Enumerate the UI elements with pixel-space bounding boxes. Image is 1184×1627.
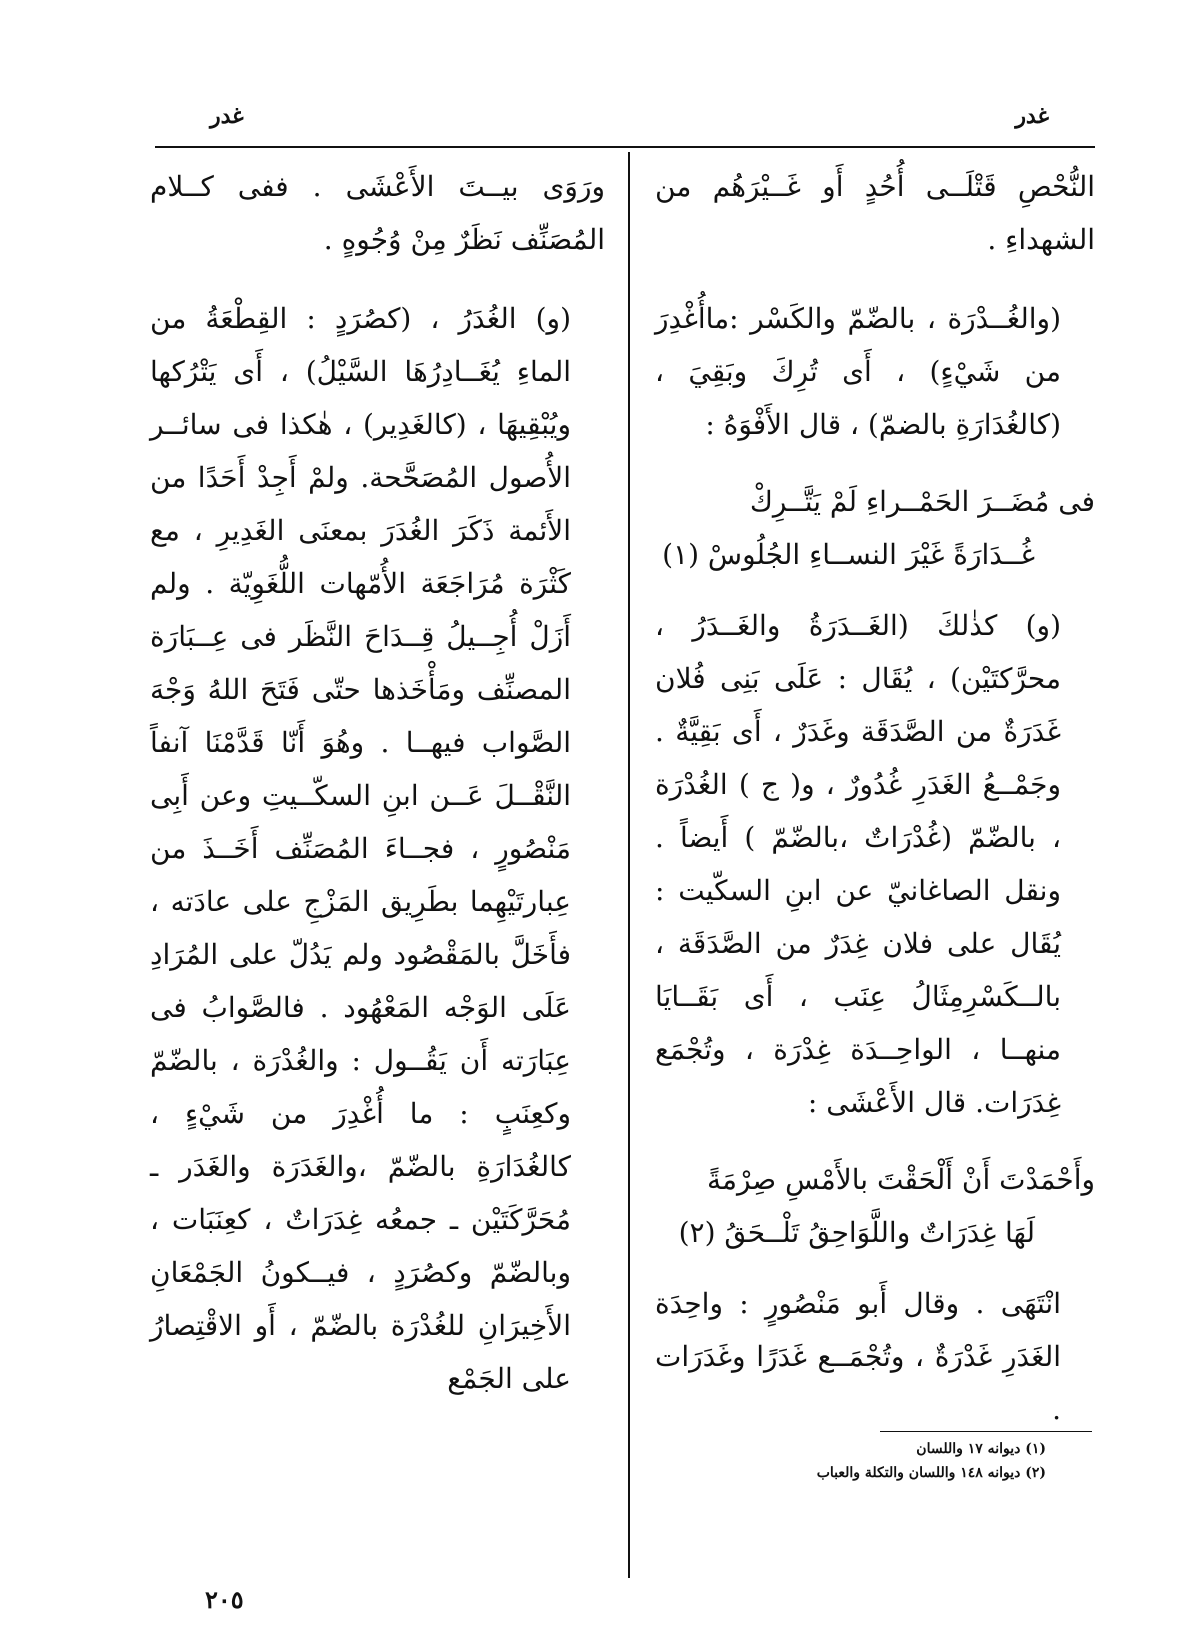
verse-1 [655, 475, 1095, 581]
left-column [150, 160, 605, 1405]
left-paragraph-2: (و) الغُدَرُ ، (كصُرَدٍ : القِطْعَةُ من الماءِ يُغَــادِرُهَا السَّيْلُ) ، أَى يَتْرُكها ويُبْقِيهَا ، (كالغَدِير) ، هٰكذا فى سائــر الأُصول المُصَحَّحة. ولمْ أَجِدْ أَحَدًا من الأَئمة ذَكَرَ الغُدَرَ بمعنَى الغَدِيرِ ، مع كَثْرَة مُرَاجَعَة الأُمّهات اللُّغَوِيّة . ولم أَزَلْ أُجِــيلُ قِــدَاحَ النَّظَر فى عِــبَارَة المصنِّف ومَأْخَذها حتّى فَتَحَ اللهُ وَجْهَ الصَّواب فيهــا . وهُوَ أَنّا قَدَّمْنَا آنفاً النَّقْــلَ عَــن ابنِ السكّــيتِ وعن أَبِى مَنْصُورٍ ، فجــاءَ المُصَنِّف أَخَــذَ من عِبارتَيْهِما بطَرِيق المَزْجِ على عادَته ، فأَخَلَّ بالمَقْصُود ولم يَدُلّ على المُرَادِ عَلَى الوَجْه المَعْهُود . فالصَّوابُ فى عِبَارَته أَن يَقُــول : والغُدْرَة ، بالضّمّ وكعِنَبٍ : ما أُغْدِرَ من شَيْءٍ ، كالغُدَارَةِ بالضّمّ ،والغَدَرَة والغَدَر ـ مُحَرَّكَتَيْن ـ جمعُه غِدَرَاتٌ ، كعِنَبَات ، وبالضّمّ وكصُرَدٍ ، فيــكونُ الجَمْعَانِ الأَخِيرَانِ للغُدْرَة بالضّمّ ، أَو الاقْتِصارُ على الجَمْع [150, 302, 571, 1395]
right-paragraph-1: النُّحْصِ قَتْلَــى أُحُدٍ أَو غَــيْرَهُم من الشهداءِ . [655, 170, 1095, 256]
right-paragraph-2: (والغُــدْرَة ، بالضّمّ والكَسْر :ماأُغْدِرَ من شَيْءٍ) ، أَى تُرِكَ وبَقِيَ ، (كالغُدَارَةِ بالضمّ) ، قال الأَفْوَهُ : [655, 302, 1061, 441]
right-paragraph-3: (و) كذٰلكَ (الغَــدَرَةُ والغَــدَرُ ، محرَّكتَيْن) ، يُقَال : عَلَى بَنِى فُلان غَدَرَةٌ من الصَّدَقَة وغَدَرٌ ، أَى بَقِيَّةٌ . وجَمْــعُ الغَدَرِ غُدُورٌ ، و( ج ) الغُدْرَة ، بالضّمّ (غُدْرَاتٌ ،بالضّمّ ) أَيضاً . ونقل الصاغانيّ عن ابنِ السكّيت : يُقَال على فلان غِدَرٌ من الصَّدَقَة ، بالــكَسْرِمِثَالُ عِنَب ، أَى بَقَــايَا منهــا ، الواحِــدَة غِدْرَة ، وتُجْمَع غِدَرَات. قال الأَعْشَى : [655, 609, 1061, 1119]
footnote-1: (١) ديوانه ١٧ واللسان [916, 1441, 1046, 1457]
column-divider [628, 152, 630, 1578]
right-column [655, 160, 1095, 1436]
left-paragraph-1: ورَوَى بيــتَ الأَعْشَى . ففى كــلام المُصَنِّف نَظَرٌ مِنْ وُجُوهٍ . [150, 170, 605, 256]
verse-2-line-2: لَهَا غِدَرَاتٌ واللَّوَاحِقُ تَلْــحَقُ (٢) [678, 1216, 1035, 1249]
page-number: ٢٠٥ [205, 1585, 244, 1614]
verse-1-line-2: غُــدَارَةً غَيْرَ النســاءِ الجُلُوسْ (١) [662, 538, 1035, 571]
footnotes [666, 1437, 1046, 1485]
verse-2-line-1: وأَحْمَدْتَ أَنْ أَلْحَقْتَ بالأَمْسِ صِرْمَةً [706, 1163, 1095, 1196]
running-header-right: غدر [1015, 103, 1049, 129]
right-paragraph-4: انْتَهَى . وقال أَبو مَنْصُورٍ : واحِدَة الغَدَرِ غَدْرَةٌ ، وتُجْمَــع غَدَرًا وغَدَرَات . [655, 1287, 1061, 1426]
footnote-2: (٢) ديوانه ١٤٨ واللسان والتكلة والعباب [816, 1465, 1046, 1481]
verse-2 [655, 1153, 1095, 1259]
header-rule [155, 146, 1095, 148]
verse-1-line-1: فى مُضَــرَ الحَمْــراءِ لَمْ يَتَّــرِكْ [749, 485, 1095, 518]
running-header-left: غدر [210, 103, 244, 129]
footnote-rule [880, 1431, 1092, 1432]
